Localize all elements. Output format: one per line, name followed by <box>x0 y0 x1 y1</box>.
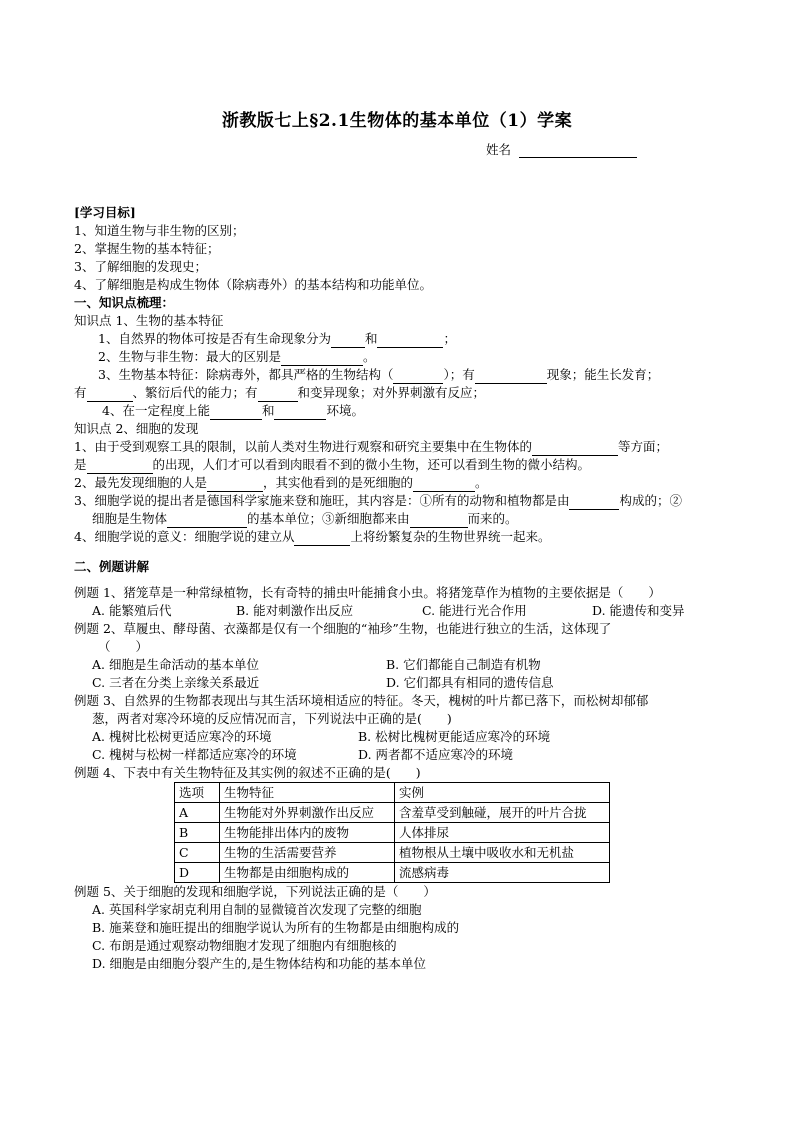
option-c[interactable]: C. 能进行光合作用 <box>422 603 527 618</box>
answer-blank[interactable] <box>258 388 298 402</box>
option-a[interactable]: A. 英国科学家胡克利用自制的显微镜首次发现了完整的细胞 <box>92 902 422 917</box>
option-b[interactable]: B. 施莱登和施旺提出的细胞学说认为所有的生物都是由细胞构成的 <box>92 920 460 935</box>
table-cell: 生物的生活需要营养 <box>220 843 395 863</box>
k1-line-4: 有 、繁衍后代的能力；有 和变异现象；对外界刺激有反应； <box>74 385 486 400</box>
table-header-cell: 实例 <box>395 783 610 803</box>
option-b[interactable]: B. 松树比槐树更能适应寒冷的环境 <box>358 729 551 744</box>
objective-item: 1、知道生物与非生物的区别； <box>74 223 245 238</box>
answer-blank[interactable] <box>87 460 153 474</box>
k2-line-3: 2、最先发现细胞的人是 ，其实他看到的是死细胞的 。 <box>74 475 488 490</box>
table-row <box>175 863 610 883</box>
question-1-stem: 例题 1、猪笼草是一种常绿植物，长有奇特的捕虫叶能捕食小虫。将猪笼草作为植物的主要依据是（ ） <box>74 585 661 600</box>
table-header-row <box>175 783 610 803</box>
table-cell: 生物能对外界刺激作出反应 <box>220 803 395 823</box>
option-a[interactable]: A. 槐树比松树更适应寒冷的环境 <box>92 729 272 744</box>
question-2-stem-cont: （ ） <box>98 639 149 654</box>
answer-blank[interactable] <box>274 406 326 420</box>
name-label: 姓名 <box>486 142 512 157</box>
answer-blank[interactable] <box>167 514 247 528</box>
question-3-options-row2 <box>74 746 734 764</box>
k2-line-2: 是 的出现，人们才可以看到肉眼看不到的微小生物，还可以看到生物的微小结构。 <box>74 457 591 472</box>
table-cell: 流感病毒 <box>395 863 610 883</box>
k1-line-1: 1、自然界的物体可按是否有生命现象分为 和 ； <box>98 331 456 346</box>
table-header-cell: 生物特征 <box>220 783 395 803</box>
question-4-stem: 例题 4、下表中有关生物特征及其实例的叙述不正确的是( ) <box>74 765 421 780</box>
table-cell: 含羞草受到触碰，展开的叶片合拢 <box>395 803 610 823</box>
answer-blank[interactable] <box>294 532 350 546</box>
objective-item: 4、了解细胞是构成生物体（除病毒外）的基本结构和功能单位。 <box>74 277 432 292</box>
knowledge-point-2-title: 知识点 2、细胞的发现 <box>74 421 199 436</box>
k2-line-4: 3、细胞学说的提出者是德国科学家施来登和施旺，其内容是：①所有的动物和植物都是由 构成的；② <box>74 493 682 508</box>
knowledge-point-1-title: 知识点 1、生物的基本特征 <box>74 313 224 328</box>
answer-blank[interactable] <box>410 514 468 528</box>
option-c[interactable]: C. 布朗是通过观察动物细胞才发现了细胞内有细胞核的 <box>92 938 397 953</box>
table-cell: 生物都是由细胞构成的 <box>220 863 395 883</box>
option-d[interactable]: D. 细胞是由细胞分裂产生的,是生物体结构和功能的基本单位 <box>92 956 426 971</box>
question-3-stem-cont: 葱，两者对寒冷环境的反应情况而言，下列说法中正确的是( ) <box>92 711 452 726</box>
answer-blank[interactable] <box>393 370 443 384</box>
question-3-options-row1 <box>74 728 734 746</box>
question-2-options-row2 <box>74 674 734 692</box>
option-b[interactable]: B. 它们都能自己制造有机物 <box>386 657 541 672</box>
answer-blank[interactable] <box>281 352 363 366</box>
worksheet-content <box>74 204 734 973</box>
question-2-options-row1 <box>74 656 734 674</box>
table-header-cell: 选项 <box>175 783 220 803</box>
answer-blank[interactable] <box>210 406 262 420</box>
option-d[interactable]: D. 两者都不适应寒冷的环境 <box>358 747 514 762</box>
question-3-stem: 例题 3、自然界的生物都表现出与其生活环境相适应的特征。冬天，槐树的叶片都已落下，而松树却郁郁 <box>74 693 649 708</box>
objective-item: 3、了解细胞的发现史； <box>74 259 207 274</box>
table-cell: 生物能排出体内的废物 <box>220 823 395 843</box>
question-1-options <box>74 602 734 620</box>
table-row <box>175 803 610 823</box>
option-b[interactable]: B. 能对刺激作出反应 <box>236 603 354 618</box>
name-blank[interactable] <box>519 145 637 158</box>
page-title: 浙教版七上§2.1生物体的基本单位（1）学案 <box>221 111 573 131</box>
answer-blank[interactable] <box>377 334 443 348</box>
answer-blank[interactable] <box>331 334 365 348</box>
name-field-row <box>486 140 637 158</box>
traits-table <box>174 782 610 883</box>
section2-header: 二、例题讲解 <box>74 559 150 574</box>
table-row <box>175 823 610 843</box>
answer-blank[interactable] <box>569 496 619 510</box>
table-cell: A <box>175 803 220 823</box>
option-a[interactable]: A. 能繁殖后代 <box>92 603 172 618</box>
table-cell: B <box>175 823 220 843</box>
answer-blank[interactable] <box>413 478 475 492</box>
k2-line-6: 4、细胞学说的意义：细胞学说的建立从 上将纷繁复杂的生物世界统一起来。 <box>74 529 551 544</box>
question-5-stem: 例题 5、关于细胞的发现和细胞学说，下列说法正确的是（ ） <box>74 884 436 899</box>
objective-item: 2、掌握生物的基本特征； <box>74 241 220 256</box>
k1-line-5: 4、在一定程度上能 和 环境。 <box>102 403 364 418</box>
k2-line-1: 1、由于受到观察工具的限制，以前人类对生物进行观察和研究主要集中在生物体的 等方面； <box>74 439 668 454</box>
option-c[interactable]: C. 三者在分类上亲缘关系最近 <box>92 675 260 690</box>
option-d[interactable]: D. 它们都具有相同的遗传信息 <box>386 675 554 690</box>
option-a[interactable]: A. 细胞是生命活动的基本单位 <box>92 657 259 672</box>
table-cell: C <box>175 843 220 863</box>
answer-blank[interactable] <box>475 370 547 384</box>
question-2-stem: 例题 2、草履虫、酵母菌、衣藻都是仅有一个细胞的“袖珍”生物，也能进行独立的生活，这体现了 <box>74 621 612 636</box>
table-cell: D <box>175 863 220 883</box>
answer-blank[interactable] <box>532 442 618 456</box>
k1-line-2: 2、生物与非生物：最大的区别是 。 <box>98 349 376 364</box>
option-d[interactable]: D. 能遗传和变异 <box>592 603 685 618</box>
option-c[interactable]: C. 槐树与松树一样都适应寒冷的环境 <box>92 747 297 762</box>
section1-header: 一、知识点梳理： <box>74 295 175 310</box>
table-row <box>175 843 610 863</box>
objectives-header: [学习目标] <box>74 205 136 220</box>
k2-line-5: 细胞是生物体 的基本单位；③新细胞都来由 而来的。 <box>92 511 518 526</box>
k1-line-3: 3、生物基本特征：除病毒外，都具严格的生物结构（ ）；有 现象；能生长发育； <box>98 367 660 382</box>
answer-blank[interactable] <box>207 478 263 492</box>
answer-blank[interactable] <box>87 388 133 402</box>
table-cell: 植物根从土壤中吸收水和无机盐 <box>395 843 610 863</box>
table-cell: 人体排尿 <box>395 823 610 843</box>
